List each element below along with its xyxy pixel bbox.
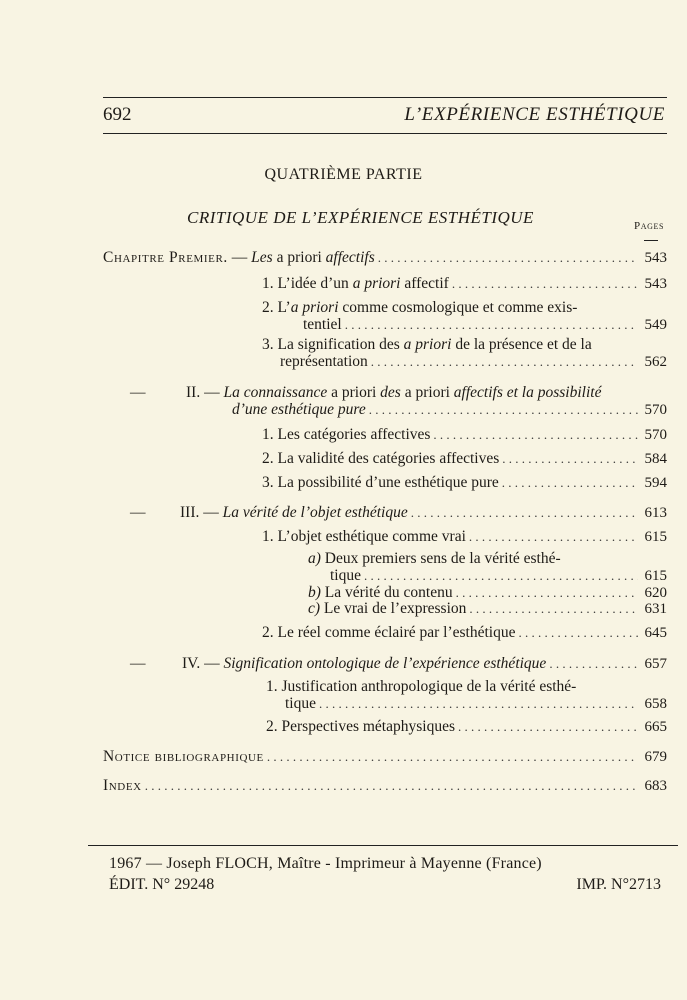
toc-section-2-1: 1. Les catégories affectives . . . 570 [262,426,667,446]
toc-chapter-4: IV. — Signification ontologique de l’expérience esthétique . . . 657 [182,655,667,675]
running-title: L’EXPÉRIENCE ESTHÉTIQUE [404,104,665,125]
toc-section-4-1: 1. Justification anthropologique de la vérité esthé- [266,678,577,695]
imprint-imp-number: IMP. N°2713 [576,876,661,893]
toc-subsection-3-1a-cont: tique . . . 615 [330,567,667,587]
imprint-edit-number: ÉDIT. N° 29248 [109,876,215,893]
toc-section-1-2: 2. L’a priori comme cosmologique et comme exis- [262,299,578,316]
toc-section-4-1-cont: tique . . . 658 [285,695,667,715]
toc-chapter-2: II. — La connaissance a priori des a priori affectifs et la possibilité [186,384,602,401]
toc-section-3-2: 2. Le réel comme éclairé par l’esthétique . . . 645 [262,624,667,644]
header-top-rule [103,97,667,98]
imprint-line: 1967 — Joseph FLOCH, Maître - Imprimeur à Mayenne (France) [109,855,542,872]
toc-section-2-2: 2. La validité des catégories affectives . . . 584 [262,450,667,470]
toc-section-2-3: 3. La possibilité d’une esthétique pure . . . 594 [262,474,667,494]
toc-section-4-2: 2. Perspectives métaphysiques . . . 665 [266,718,667,738]
toc-section-3-1: 1. L’objet esthétique comme vrai . . . 615 [262,528,667,548]
toc-chapter-2-cont: d’une esthétique pure . . . 570 [232,401,667,421]
chapter-dash: — [130,504,146,521]
imprint-rule [88,845,678,846]
chapter-dash: — [130,384,146,401]
toc-subsection-3-1a: a) Deux premiers sens de la vérité esthé- [308,550,561,567]
pages-label-underline [644,240,658,241]
page-number: 692 [103,104,132,125]
toc-section-1-2-cont: tentiel . . . 549 [303,316,667,336]
header-bottom-rule [103,133,667,134]
toc-notice-bibliographique: Notice bibliographique . . . 679 [103,748,667,768]
dot-leader [378,250,638,266]
pages-label: Pages [634,220,665,232]
toc-subsection-3-1c: c) Le vrai de l’expression . . . 631 [308,600,667,620]
toc-index: Index . . . 683 [103,777,667,797]
part-title: QUATRIÈME PARTIE [264,166,423,183]
toc-section-1-3: 3. La signification des a priori de la présence et de la [262,336,592,353]
toc-subsection-3-1b: b) La vérité du contenu . . . 620 [308,584,667,604]
toc-section-1-1: 1. L’idée d’un a priori affectif . . . 543 [262,275,667,295]
page-ref: 543 [644,250,667,266]
toc-section-1-3-cont: représentation . . . 562 [280,353,667,373]
toc-chapter-1: Chapitre Premier. — Les a priori affectifs . . . 543 [103,249,667,269]
toc-chapter-3: III. — La vérité de l’objet esthétique . . . 613 [180,504,667,524]
chapter-dash: — [130,655,146,672]
section-title: CRITIQUE DE L’EXPÉRIENCE ESTHÉTIQUE [187,208,534,227]
